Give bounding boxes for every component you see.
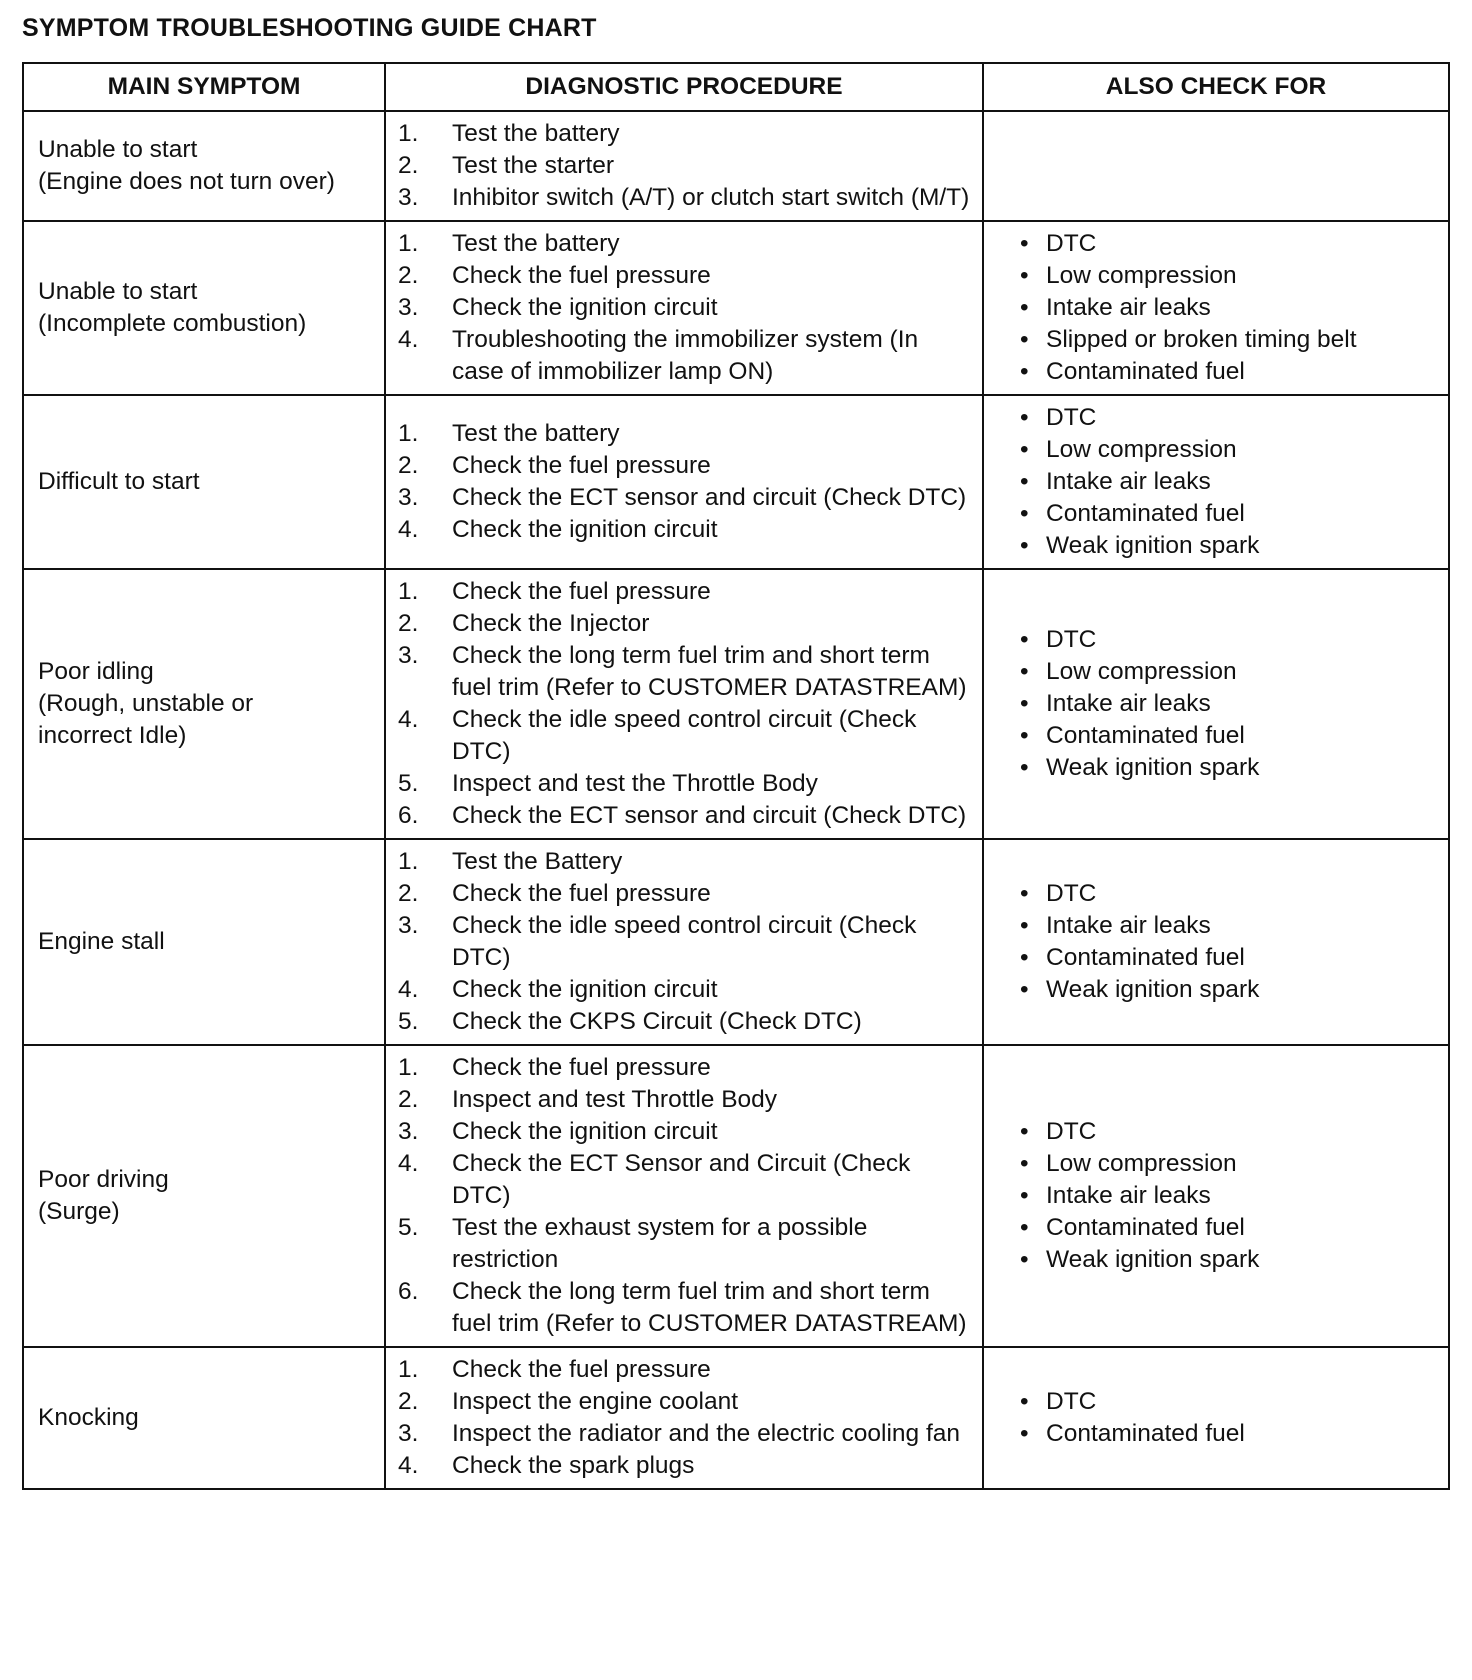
step-number: 4. (398, 706, 419, 733)
step-number: 3. (398, 1118, 419, 1145)
step-number: 4. (398, 976, 419, 1003)
step-text: Test the exhaust system for a possible restriction (452, 1214, 868, 1273)
table-header (23, 63, 1449, 111)
step-number: 2. (398, 610, 419, 637)
procedure-step (398, 704, 974, 768)
step-text: Check the ECT sensor and circuit (Check DTC) (452, 484, 967, 511)
bullet-icon: • (1020, 722, 1029, 749)
bullet-icon: • (1020, 262, 1029, 289)
step-text: Check the fuel pressure (452, 1054, 711, 1081)
check-text: Low compression (1046, 436, 1237, 463)
step-text: Check the fuel pressure (452, 262, 711, 289)
step-number: 2. (398, 880, 419, 907)
header-diagnostic-procedure: DIAGNOSTIC PROCEDURE (385, 63, 983, 111)
check-text: Contaminated fuel (1046, 500, 1245, 527)
step-text: Check the ignition circuit (452, 516, 718, 543)
table-row (23, 395, 1449, 569)
check-item (1020, 498, 1440, 530)
procedure-step (398, 292, 974, 324)
symptom-text: (Incomplete combustion) (38, 310, 307, 337)
step-text: Test the battery (452, 420, 620, 447)
symptom-text: Unable to start (38, 278, 198, 305)
check-text: Intake air leaks (1046, 690, 1211, 717)
bullet-icon: • (1020, 658, 1029, 685)
procedure-step (398, 1212, 974, 1276)
bullet-icon: • (1020, 436, 1029, 463)
step-text: Inspect and test Throttle Body (452, 1086, 778, 1113)
check-text: Weak ignition spark (1046, 754, 1260, 781)
step-number: 1. (398, 120, 419, 147)
step-text: Check the ECT Sensor and Circuit (Check DTC) (452, 1150, 911, 1209)
bullet-icon: • (1020, 468, 1029, 495)
check-list (1020, 402, 1440, 562)
step-number: 3. (398, 484, 419, 511)
check-list (1020, 1386, 1440, 1450)
check-item (1020, 1212, 1440, 1244)
step-text: Test the starter (452, 152, 615, 179)
step-number: 3. (398, 1420, 419, 1447)
check-item (1020, 434, 1440, 466)
step-text: Check the idle speed control circuit (Check DTC) (452, 912, 917, 971)
procedure-step (398, 878, 974, 910)
procedure-step (398, 1450, 974, 1482)
main-symptom-cell (23, 1347, 385, 1489)
procedure-step (398, 800, 974, 832)
step-number: 4. (398, 516, 419, 543)
main-symptom-cell (23, 569, 385, 839)
check-item (1020, 466, 1440, 498)
procedure-step (398, 1418, 974, 1450)
check-item (1020, 1386, 1440, 1418)
page-title: SYMPTOM TROUBLESHOOTING GUIDE CHART (22, 14, 597, 42)
main-symptom-cell (23, 111, 385, 221)
main-symptom-cell (23, 839, 385, 1045)
step-text: Check the ECT sensor and circuit (Check DTC) (452, 802, 967, 829)
diagnostic-procedure-cell (385, 221, 983, 395)
diagnostic-procedure-cell (385, 395, 983, 569)
check-list (1020, 624, 1440, 784)
check-item (1020, 656, 1440, 688)
also-check-for-cell (983, 395, 1449, 569)
step-number: 1. (398, 578, 419, 605)
procedure-step (398, 324, 974, 388)
diagnostic-procedure-cell (385, 111, 983, 221)
bullet-icon: • (1020, 690, 1029, 717)
procedure-step (398, 482, 974, 514)
symptom-text: Difficult to start (38, 468, 200, 495)
check-text: Slipped or broken timing belt (1046, 326, 1357, 353)
bullet-icon: • (1020, 500, 1029, 527)
procedure-step (398, 1084, 974, 1116)
check-text: Low compression (1046, 658, 1237, 685)
step-number: 1. (398, 848, 419, 875)
step-text: Check the ignition circuit (452, 976, 718, 1003)
check-text: Weak ignition spark (1046, 1246, 1260, 1273)
symptom-text: Poor driving (38, 1166, 169, 1193)
procedure-step (398, 974, 974, 1006)
step-text: Check the Injector (452, 610, 650, 637)
bullet-icon: • (1020, 880, 1029, 907)
diagnostic-procedure-cell (385, 839, 983, 1045)
step-text: Inspect and test the Throttle Body (452, 770, 818, 797)
check-item (1020, 1180, 1440, 1212)
procedure-step (398, 1148, 974, 1212)
procedure-steps-list (398, 1052, 974, 1340)
step-text: Test the battery (452, 120, 620, 147)
procedure-step (398, 150, 974, 182)
step-number: 6. (398, 1278, 419, 1305)
step-text: Test the Battery (452, 848, 623, 875)
header-row (23, 63, 1449, 111)
also-check-for-cell (983, 569, 1449, 839)
step-text: Check the fuel pressure (452, 880, 711, 907)
procedure-step (398, 1386, 974, 1418)
symptom-text: (Rough, unstable or (38, 690, 254, 717)
check-text: Contaminated fuel (1046, 722, 1245, 749)
table-row (23, 569, 1449, 839)
check-text: DTC (1046, 1388, 1097, 1415)
step-number: 3. (398, 642, 419, 669)
bullet-icon: • (1020, 294, 1029, 321)
step-text: Check the fuel pressure (452, 452, 711, 479)
check-text: DTC (1046, 1118, 1097, 1145)
check-item (1020, 624, 1440, 656)
also-check-for-cell (983, 1347, 1449, 1489)
step-number: 5. (398, 770, 419, 797)
symptom-text: incorrect Idle) (38, 722, 187, 749)
step-number: 4. (398, 1452, 419, 1479)
step-number: 5. (398, 1214, 419, 1241)
check-item (1020, 1148, 1440, 1180)
step-number: 5. (398, 1008, 419, 1035)
procedure-steps-list (398, 846, 974, 1038)
header-also-check-for: ALSO CHECK FOR (983, 63, 1449, 111)
symptom-text: Engine stall (38, 928, 165, 955)
step-number: 6. (398, 802, 419, 829)
procedure-steps-list (398, 576, 974, 832)
check-list (1020, 228, 1440, 388)
symptom-text: (Surge) (38, 1198, 120, 1225)
bullet-icon: • (1020, 1420, 1029, 1447)
check-text: Contaminated fuel (1046, 1214, 1245, 1241)
also-check-for-cell (983, 111, 1449, 221)
symptom-text: Unable to start (38, 136, 198, 163)
step-text: Check the spark plugs (452, 1452, 695, 1479)
main-symptom-cell (23, 395, 385, 569)
bullet-icon: • (1020, 1150, 1029, 1177)
check-item (1020, 292, 1440, 324)
check-item (1020, 1244, 1440, 1276)
symptom-text: Knocking (38, 1404, 139, 1431)
check-text: Weak ignition spark (1046, 976, 1260, 1003)
bullet-icon: • (1020, 326, 1029, 353)
check-item (1020, 942, 1440, 974)
check-text: Weak ignition spark (1046, 532, 1260, 559)
procedure-steps-list (398, 1354, 974, 1482)
step-text: Check the ignition circuit (452, 1118, 718, 1145)
step-number: 4. (398, 326, 419, 353)
procedure-steps-list (398, 418, 974, 546)
procedure-step (398, 1354, 974, 1386)
procedure-steps-list (398, 228, 974, 388)
procedure-step (398, 846, 974, 878)
step-number: 1. (398, 420, 419, 447)
check-item (1020, 688, 1440, 720)
check-list (1020, 878, 1440, 1006)
procedure-step (398, 514, 974, 546)
bullet-icon: • (1020, 1388, 1029, 1415)
also-check-for-cell (983, 221, 1449, 395)
step-text: Troubleshooting the immobilizer system (In case of immobilizer lamp ON) (452, 326, 919, 385)
step-number: 2. (398, 1086, 419, 1113)
step-number: 1. (398, 1356, 419, 1383)
check-text: Intake air leaks (1046, 1182, 1211, 1209)
procedure-step (398, 1116, 974, 1148)
bullet-icon: • (1020, 944, 1029, 971)
also-check-for-cell (983, 1045, 1449, 1347)
check-text: DTC (1046, 230, 1097, 257)
check-text: Contaminated fuel (1046, 358, 1245, 385)
step-number: 2. (398, 452, 419, 479)
step-number: 1. (398, 230, 419, 257)
bullet-icon: • (1020, 358, 1029, 385)
main-symptom-cell (23, 1045, 385, 1347)
procedure-step (398, 910, 974, 974)
step-text: Check the long term fuel trim and short term fuel trim (Refer to CUSTOMER DATASTREAM) (452, 1278, 967, 1337)
bullet-icon: • (1020, 912, 1029, 939)
table-row (23, 221, 1449, 395)
bullet-icon: • (1020, 976, 1029, 1003)
diagnostic-procedure-cell (385, 569, 983, 839)
check-item (1020, 356, 1440, 388)
step-number: 3. (398, 912, 419, 939)
procedure-step (398, 228, 974, 260)
step-text: Check the CKPS Circuit (Check DTC) (452, 1008, 862, 1035)
bullet-icon: • (1020, 1118, 1029, 1145)
check-item (1020, 720, 1440, 752)
table-row (23, 111, 1449, 221)
step-text: Check the idle speed control circuit (Check DTC) (452, 706, 917, 765)
procedure-steps-list (398, 118, 974, 214)
procedure-step (398, 1052, 974, 1084)
check-item (1020, 974, 1440, 1006)
step-number: 1. (398, 1054, 419, 1081)
procedure-step (398, 768, 974, 800)
check-text: Intake air leaks (1046, 294, 1211, 321)
symptom-text: (Engine does not turn over) (38, 168, 335, 195)
procedure-step (398, 118, 974, 150)
check-item (1020, 530, 1440, 562)
procedure-step (398, 182, 974, 214)
procedure-step (398, 418, 974, 450)
check-item (1020, 1418, 1440, 1450)
check-item (1020, 260, 1440, 292)
also-check-for-cell (983, 839, 1449, 1045)
check-item (1020, 228, 1440, 260)
check-item (1020, 752, 1440, 784)
step-text: Inspect the engine coolant (452, 1388, 739, 1415)
bullet-icon: • (1020, 1214, 1029, 1241)
bullet-icon: • (1020, 1246, 1029, 1273)
diagnostic-procedure-cell (385, 1045, 983, 1347)
table-row (23, 1045, 1449, 1347)
check-item (1020, 910, 1440, 942)
table-row (23, 1347, 1449, 1489)
troubleshooting-table (22, 62, 1450, 1490)
procedure-step (398, 450, 974, 482)
check-item (1020, 1116, 1440, 1148)
step-number: 2. (398, 262, 419, 289)
step-text: Test the battery (452, 230, 620, 257)
check-text: Intake air leaks (1046, 468, 1211, 495)
bullet-icon: • (1020, 626, 1029, 653)
check-text: Intake air leaks (1046, 912, 1211, 939)
step-number: 2. (398, 1388, 419, 1415)
bullet-icon: • (1020, 404, 1029, 431)
header-main-symptom: MAIN SYMPTOM (23, 63, 385, 111)
procedure-step (398, 576, 974, 608)
step-text: Inspect the radiator and the electric cooling fan (452, 1420, 961, 1447)
check-text: Low compression (1046, 262, 1237, 289)
step-text: Inhibitor switch (A/T) or clutch start switch (M/T) (452, 184, 970, 211)
check-text: Low compression (1046, 1150, 1237, 1177)
table-row (23, 839, 1449, 1045)
procedure-step (398, 260, 974, 292)
procedure-step (398, 1006, 974, 1038)
table-body (23, 111, 1449, 1489)
check-item (1020, 402, 1440, 434)
step-number: 3. (398, 184, 419, 211)
bullet-icon: • (1020, 230, 1029, 257)
check-text: Contaminated fuel (1046, 944, 1245, 971)
check-item (1020, 878, 1440, 910)
procedure-step (398, 640, 974, 704)
step-text: Check the fuel pressure (452, 1356, 711, 1383)
procedure-step (398, 1276, 974, 1340)
step-text: Check the fuel pressure (452, 578, 711, 605)
step-number: 2. (398, 152, 419, 179)
check-text: DTC (1046, 880, 1097, 907)
main-symptom-cell (23, 221, 385, 395)
check-text: DTC (1046, 626, 1097, 653)
check-item (1020, 324, 1440, 356)
diagnostic-procedure-cell (385, 1347, 983, 1489)
symptom-text: Poor idling (38, 658, 154, 685)
step-text: Check the ignition circuit (452, 294, 718, 321)
check-list (1020, 1116, 1440, 1276)
bullet-icon: • (1020, 1182, 1029, 1209)
check-text: Contaminated fuel (1046, 1420, 1245, 1447)
check-text: DTC (1046, 404, 1097, 431)
step-number: 3. (398, 294, 419, 321)
bullet-icon: • (1020, 754, 1029, 781)
procedure-step (398, 608, 974, 640)
step-text: Check the long term fuel trim and short term fuel trim (Refer to CUSTOMER DATASTREAM) (452, 642, 967, 701)
bullet-icon: • (1020, 532, 1029, 559)
step-number: 4. (398, 1150, 419, 1177)
